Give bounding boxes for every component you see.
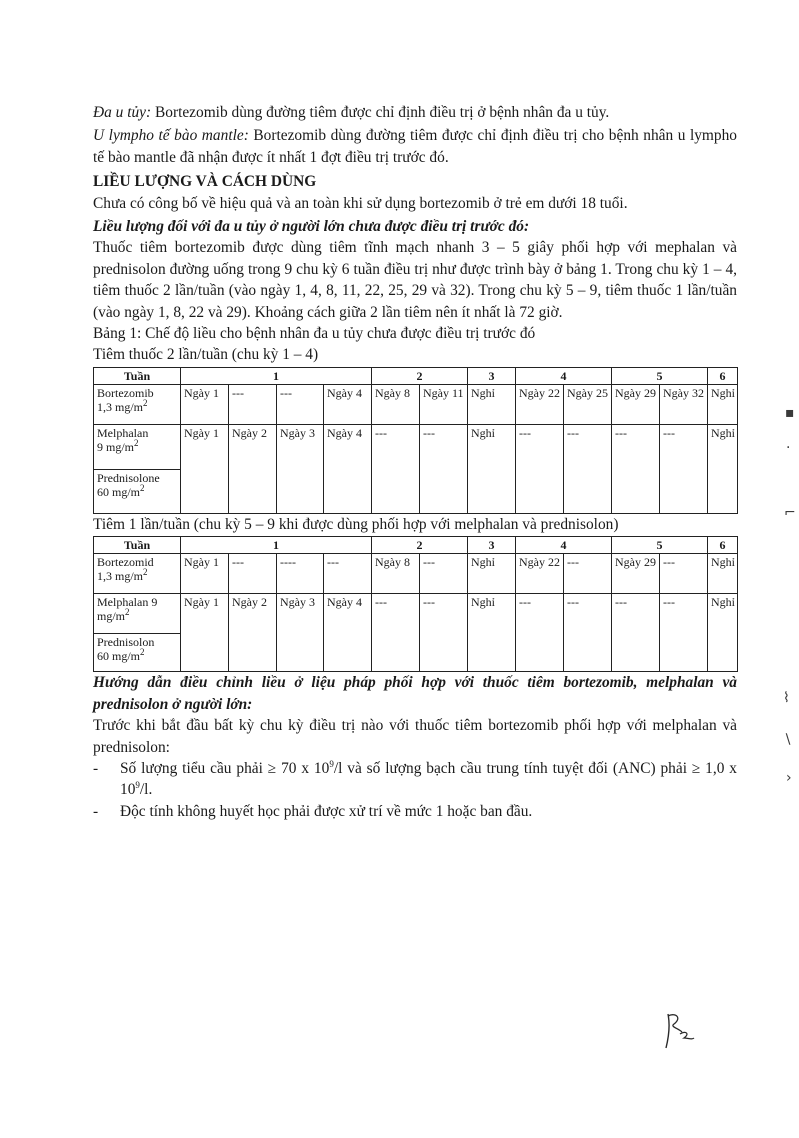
indication-label: U lympho tế bào mantle:: [93, 127, 249, 145]
superscript: 9: [329, 758, 334, 769]
header-week-4: 4: [516, 537, 612, 554]
drug-dose: 60 mg/m: [97, 484, 141, 499]
table-cell: ---: [420, 594, 468, 672]
table-cell: Ngày 4: [324, 424, 372, 513]
header-week-2: 2: [372, 537, 468, 554]
drug-name: Bortezomid: [97, 555, 154, 570]
indication-text: Bortezomib dùng đường tiêm được chỉ định điều trị ở bệnh nhân đa u tủy.: [151, 104, 610, 121]
header-week-4: 4: [516, 367, 612, 384]
table-cell: ---: [324, 554, 372, 594]
list-text: /l và số lượng bạch cầu trung tính tuyệt đối (ANC) phải ≥ 1,0 x 10: [120, 759, 737, 799]
table-header-row: [94, 537, 738, 554]
list-item: [93, 758, 737, 801]
table-cell: ---: [229, 384, 277, 424]
table-cell: ---: [564, 424, 612, 513]
table-cell: ---: [516, 594, 564, 672]
table-cell: Ngày 1: [181, 554, 229, 594]
drug-name: Bortezomib: [97, 385, 154, 400]
drug-dose: 1,3 mg/m: [97, 569, 144, 584]
header-week-6: 6: [708, 537, 738, 554]
table-cell: Ngày 1: [181, 594, 229, 672]
table-cell: Nghỉ: [468, 384, 516, 424]
table-cell: ---: [612, 424, 660, 513]
table-cell: Nghỉ: [468, 424, 516, 513]
table-cell: Ngày 4: [324, 594, 372, 672]
requirements-list: [93, 758, 737, 822]
scan-artifact: ·: [786, 440, 791, 456]
table-cell: Ngày 1: [181, 424, 229, 513]
dosage-subheading: Liều lượng đối với đa u tủy ở người lớn chưa được điều trị trước đó:: [93, 218, 530, 236]
pre-cycle-paragraph: Trước khi bắt đầu bất kỳ chu kỳ điều trị nào với thuốc tiêm bortezomib phối hợp với melphalan và prednisolon:: [93, 717, 737, 756]
table-cell: Ngày 32: [660, 384, 708, 424]
header-week: Tuần: [94, 367, 181, 384]
header-week-1: 1: [181, 537, 372, 554]
superscript: 2: [143, 567, 148, 578]
indication-label: Đa u tủy:: [93, 104, 152, 121]
row-label-melphalan: [94, 424, 181, 469]
list-item: [93, 801, 737, 822]
scan-artifact: ⌐: [784, 505, 796, 521]
header-week-5: 5: [612, 537, 708, 554]
drug-dose: 1,3 mg/m: [97, 399, 144, 414]
drug-dose: 9 mg/m: [97, 439, 135, 454]
table-row: [94, 384, 738, 424]
table-cell: Ngày 29: [612, 384, 660, 424]
superscript: 2: [140, 482, 145, 493]
scan-artifact: ▪: [785, 405, 795, 421]
pediatric-note: Chưa có công bố về hiệu quả và an toàn khi sử dụng bortezomib ở trẻ em dưới 18 tuổi.: [93, 194, 628, 212]
table-cell: ---: [660, 554, 708, 594]
table-cell: Nghỉ: [468, 554, 516, 594]
table-cell: Ngày 4: [324, 384, 372, 424]
table-cell: ---: [516, 424, 564, 513]
list-text: Độc tính không huyết học phải được xử trí về mức 1 hoặc ban đầu.: [120, 802, 533, 820]
drug-dose: 60 mg/m: [97, 649, 141, 664]
drug-dose: mg/m: [97, 609, 126, 624]
table1-title: Tiêm thuốc 2 lần/tuần (chu kỳ 1 – 4): [93, 346, 319, 364]
signature-mark: [660, 1008, 698, 1052]
table-cell: Ngày 25: [564, 384, 612, 424]
header-week-6: 6: [708, 367, 738, 384]
document-body: [93, 102, 737, 822]
table-cell: Ngày 29: [612, 554, 660, 594]
header-week-5: 5: [612, 367, 708, 384]
dose-adjustment-subheading: Hướng dẫn điều chỉnh liều ở liệu pháp phối hợp với thuốc tiêm bortezomib, melphalan và prednisolon ở người lớn:: [93, 674, 737, 713]
table-cell: Ngày 8: [372, 554, 420, 594]
table-row: [94, 594, 738, 634]
superscript: 2: [143, 397, 148, 408]
table-cell: ---: [229, 554, 277, 594]
table2-title: Tiêm 1 lần/tuần (chu kỳ 5 – 9 khi được dùng phối hợp với melphalan và prednisolon): [93, 515, 619, 533]
table-cell: Ngày 22: [516, 384, 564, 424]
row-label-melphalan: [94, 594, 181, 634]
header-week: Tuần: [94, 537, 181, 554]
drug-name: Prednisolon: [97, 635, 155, 650]
table-cell: Nghỉ: [708, 554, 738, 594]
table-cell: ---: [420, 424, 468, 513]
list-text: Số lượng tiểu cầu phải ≥ 70 x 10: [120, 759, 330, 777]
table-cell: ---: [564, 554, 612, 594]
row-label-prednisolone: [94, 634, 181, 672]
scan-artifact: ›: [786, 770, 792, 786]
header-week-2: 2: [372, 367, 468, 384]
table-cell: ----: [277, 554, 324, 594]
scan-artifact: ⌇: [783, 690, 790, 706]
drug-name: Melphalan: [97, 425, 149, 440]
table-cell: Ngày 3: [277, 424, 324, 513]
table-cell: Nghỉ: [708, 384, 738, 424]
header-week-3: 3: [468, 537, 516, 554]
table-row: [94, 424, 738, 469]
drug-name: Melphalan 9: [97, 595, 158, 610]
table-cell: Ngày 8: [372, 384, 420, 424]
section-heading: LIỀU LƯỢNG VÀ CÁCH DÙNG: [93, 173, 317, 191]
table-header-row: [94, 367, 738, 384]
table-caption: Bảng 1: Chế độ liều cho bệnh nhân đa u tủy chưa được điều trị trước đó: [93, 325, 536, 343]
dosing-table-once-weekly: [93, 536, 738, 672]
header-week-1: 1: [181, 367, 372, 384]
indication-mantle-cell: [93, 125, 737, 168]
row-label-bortezomib: [94, 554, 181, 594]
table-cell: Ngày 3: [277, 594, 324, 672]
header-week-3: 3: [468, 367, 516, 384]
table-cell: Ngày 2: [229, 424, 277, 513]
row-label-prednisolone: [94, 469, 181, 513]
table-cell: ---: [564, 594, 612, 672]
dosage-paragraph: Thuốc tiêm bortezomib được dùng tiêm tĩnh mạch nhanh 3 – 5 giây phối hợp với mephalan và prednisolon đường uống trong 9 chu kỳ 6 tuần điều trị như được trình bày ở bảng 1. Trong chu kỳ 1 – 4, tiêm thuốc 2 lần/tuần (vào ngày 1, 4, 8, 11, 22, 25, 29 và 32). Trong chu kỳ 5 – 9, tiêm thuốc 1 lần/tuần (vào ngày 1, 8, 22 và 29). Khoảng cách giữa 2 lần tiêm nên ít nhất là 72 giờ.: [93, 239, 737, 321]
table-cell: Ngày 1: [181, 384, 229, 424]
table-cell: ---: [660, 594, 708, 672]
superscript: 2: [134, 437, 139, 448]
superscript: 2: [125, 607, 130, 618]
table-cell: Ngày 22: [516, 554, 564, 594]
table-row: [94, 554, 738, 594]
row-label-bortezomib: [94, 384, 181, 424]
drug-name: Prednisolone: [97, 470, 160, 485]
list-text: /l.: [139, 781, 153, 799]
table-cell: Nghỉ: [468, 594, 516, 672]
table-cell: Nghỉ: [708, 594, 738, 672]
table-cell: Nghỉ: [708, 424, 738, 513]
superscript: 2: [140, 647, 145, 658]
table-cell: ---: [660, 424, 708, 513]
table-cell: Ngày 2: [229, 594, 277, 672]
table-cell: Ngày 11: [420, 384, 468, 424]
table-cell: ---: [277, 384, 324, 424]
scan-artifact: ∖: [783, 732, 792, 748]
dosing-table-twice-weekly: [93, 367, 738, 514]
indication-multiple-myeloma: [93, 102, 737, 123]
table-cell: ---: [372, 424, 420, 513]
table-cell: ---: [612, 594, 660, 672]
table-cell: ---: [420, 554, 468, 594]
superscript: 9: [135, 780, 140, 791]
indication-text: Bortezomib dùng đường tiêm được chỉ định điều trị cho bệnh nhân u lympho tế bào mantle đã nhận được ít nhất 1 đợt điều trị trước đó.: [93, 127, 737, 166]
table-cell: ---: [372, 594, 420, 672]
